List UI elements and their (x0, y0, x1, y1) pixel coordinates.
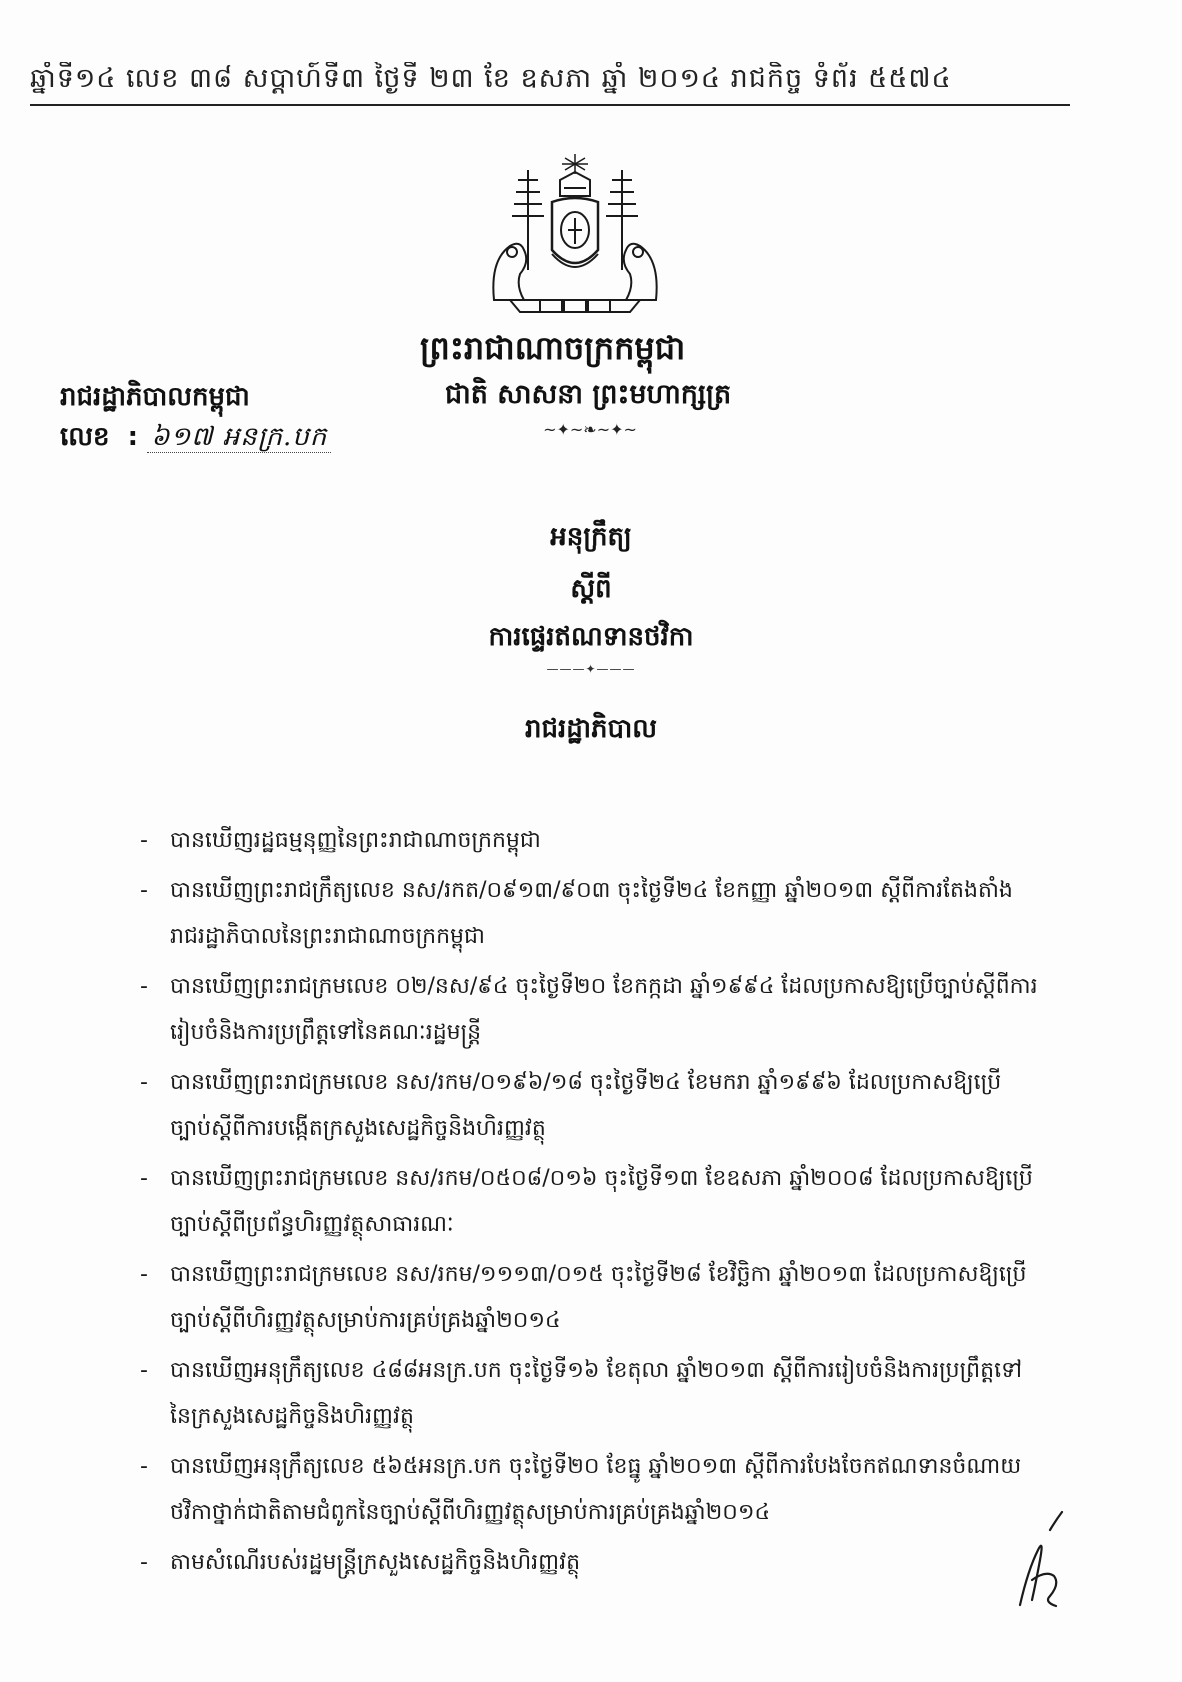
document-type: អនុក្រឹត្យ (550, 522, 632, 552)
clause-marker: - (140, 974, 148, 999)
clause-text: បានឃើញព្រះរាជក្រមលេខ នស/រកម/០១៩៦/១៨ ចុះថ្ងៃទី២៤ ខែមករា ឆ្នាំ១៩៩៦ ដែលប្រកាសឱ្យប្រើច្បាប់ស្តីពីការបង្កើតក្រសួងសេដ្ឋកិច្ចនិងហិរញ្ញវត្ថុ (170, 1070, 1002, 1141)
motto-ornament: ~✦~❧~✦~ (543, 420, 637, 439)
clause-marker: - (140, 1262, 148, 1287)
reference-number: លេខ : ៦១៧ អនក្រ.បក (60, 420, 331, 458)
clause-text: បានឃើញព្រះរាជក្រមលេខ ០២/នស/៩៤ ចុះថ្ងៃទី២០ ខែកក្កដា ឆ្នាំ១៩៩៤ ដែលប្រកាសឱ្យប្រើច្បាប់ស្តីពីការរៀបចំនិងការប្រព្រឹត្តទៅនៃគណៈរដ្ឋមន្ត្រី (170, 974, 1038, 1045)
clause-text: បានឃើញព្រះរាជក្រមលេខ នស/រកម/១១១៣/០១៥ ចុះថ្ងៃទី២៨ ខែវិច្ឆិកា ឆ្នាំ២០១៣ ដែលប្រកាសឱ្យប្រើច្បាប់ស្តីពីហិរញ្ញវត្ថុសម្រាប់ការគ្រប់គ្រងឆ្នាំ២០១៤ (170, 1262, 1027, 1333)
list-item (140, 818, 1040, 864)
list-item (140, 1444, 1040, 1536)
clause-marker: - (140, 1550, 148, 1575)
reference-value: ៦១៧ អនក្រ.បក (147, 422, 331, 453)
issuing-authority: រាជរដ្ឋាភិបាលកម្ពុជា (60, 382, 250, 412)
clause-text: បានឃើញរដ្ឋធម្មនុញ្ញនៃព្រះរាជាណាចក្រកម្ពុជា (170, 828, 541, 853)
list-item (140, 1348, 1040, 1440)
clause-text: បានឃើញព្រះរាជក្រឹត្យលេខ នស/រកត/០៩១៣/៩០៣ ចុះថ្ងៃទី២៤ ខែកញ្ញា ឆ្នាំ២០១៣ ស្តីពីការតែងតាំងរាជរដ្ឋាភិបាលនៃព្រះរាជាណាចក្រកម្ពុជា (170, 878, 1013, 949)
header-rule (30, 104, 1070, 106)
section-divider: ———✦——— (546, 662, 636, 676)
clause-marker: - (140, 1166, 148, 1191)
clause-marker: - (140, 878, 148, 903)
clause-marker: - (140, 828, 148, 853)
national-motto: ជាតិ សាសនា ព្រះមហាក្សត្រ (445, 379, 732, 410)
document-subject: ការផ្ទេរឥណទានថវិកា (488, 622, 694, 652)
list-item (140, 1540, 1040, 1586)
clause-marker: - (140, 1070, 148, 1095)
gazette-header: ឆ្នាំទី១៤ លេខ ៣៨ សប្តាហ៍ទី៣ ថ្ងៃទី ២៣ ខែ ឧសភា ឆ្នាំ ២០១៤ រាជកិច្ច ទំព័រ ៥៥៧៤ (30, 63, 952, 94)
royal-coat-of-arms-emblem (480, 150, 670, 320)
clause-text: បានឃើញអនុក្រឹត្យលេខ ៥៦៥អនក្រ.បក ចុះថ្ងៃទី២០ ខែធ្នូ ឆ្នាំ២០១៣ ស្តីពីការបែងចែកឥណទានចំណាយថវិកាថ្នាក់ជាតិតាមជំពូកនៃច្បាប់ស្តីពីហិរញ្ញវត្ថុសម្រាប់ការគ្រប់គ្រងឆ្នាំ២០១៤ (170, 1454, 1022, 1525)
body-heading: រាជរដ្ឋាភិបាល (524, 714, 658, 744)
clause-text: បានឃើញអនុក្រឹត្យលេខ ៤៨៨អនក្រ.បក ចុះថ្ងៃទី១៦ ខែតុលា ឆ្នាំ២០១៣ ស្តីពីការរៀបចំនិងការប្រព្រឹត្តទៅនៃក្រសួងសេដ្ឋកិច្ចនិងហិរញ្ញវត្ថុ (170, 1358, 1023, 1429)
list-item (140, 868, 1040, 960)
preamble-clauses (140, 818, 1040, 1590)
list-item (140, 1252, 1040, 1344)
clause-text: តាមសំណើរបស់រដ្ឋមន្ត្រីក្រសួងសេដ្ឋកិច្ចនិងហិរញ្ញវត្ថុ (170, 1550, 581, 1575)
clause-marker: - (140, 1358, 148, 1383)
list-item (140, 1060, 1040, 1152)
handwritten-initials (1010, 1510, 1070, 1620)
kingdom-title: ព្រះរាជាណាចក្រកម្ពុជា (420, 329, 686, 367)
clause-text: បានឃើញព្រះរាជក្រមលេខ នស/រកម/០៥០៨/០១៦ ចុះថ្ងៃទី១៣ ខែឧសភា ឆ្នាំ២០០៨ ដែលប្រកាសឱ្យប្រើច្បាប់ស្តីពីប្រព័ន្ធហិរញ្ញវត្ថុសាធារណៈ (170, 1166, 1033, 1237)
clause-marker: - (140, 1454, 148, 1479)
about-label: ស្តីពី (570, 574, 612, 604)
reference-label: លេខ (60, 422, 110, 452)
list-item (140, 964, 1040, 1056)
list-item (140, 1156, 1040, 1248)
